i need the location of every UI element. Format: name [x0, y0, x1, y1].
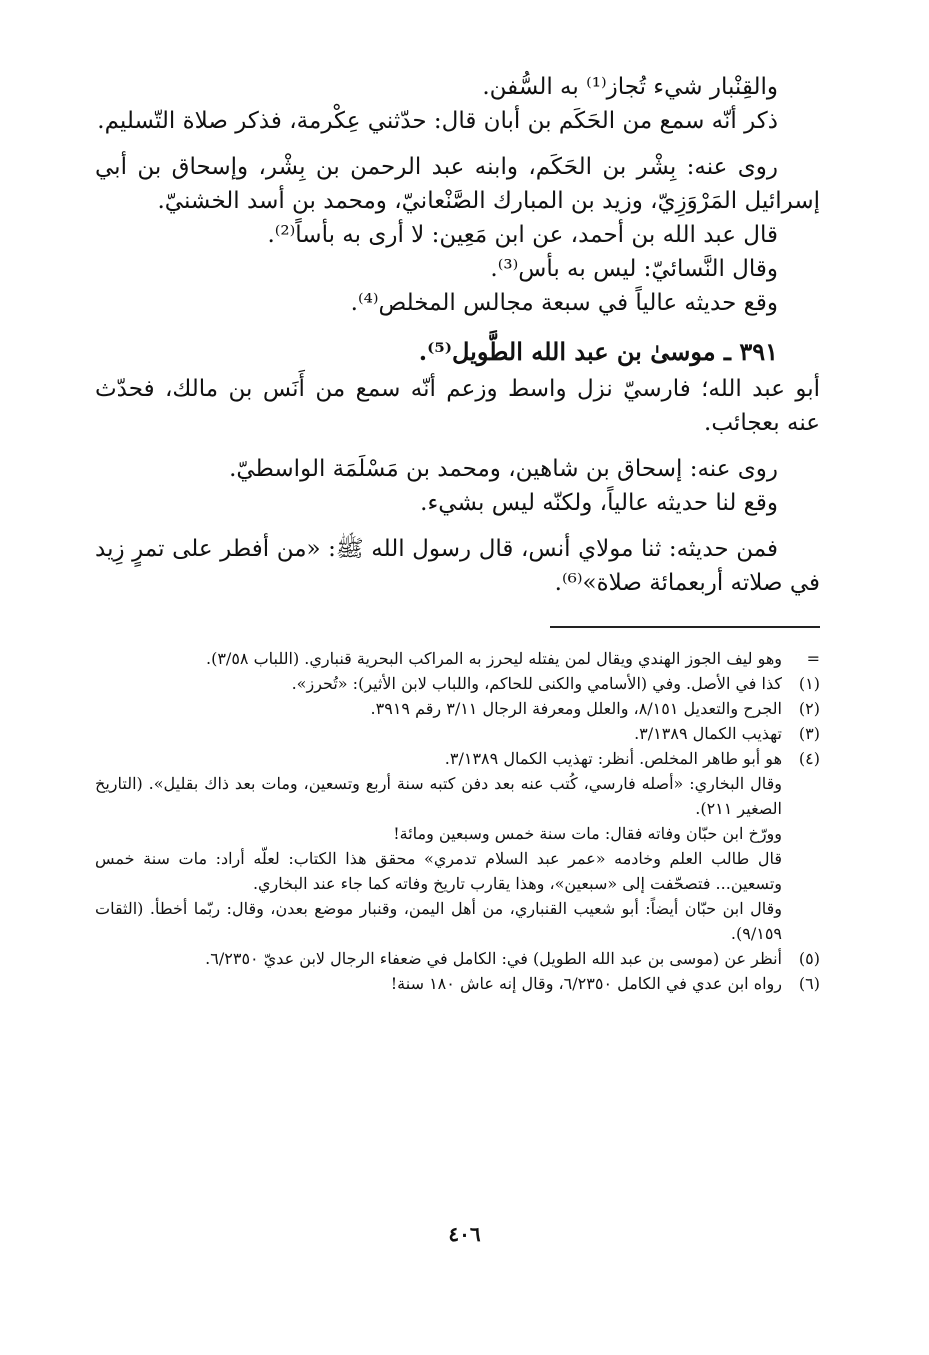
- paragraph-7: أبو عبد الله؛ فارسيّ نزل واسط وزعم أنّه سمع من أَنَس بن مالك، فحدّث عنه بعجائب.: [95, 376, 820, 436]
- footnote-number: (٣): [798, 724, 820, 743]
- footnote-4-sub-4: وقال ابن حبّان أيضاً: أبو شعيب القنباري، من أهل اليمن، وقنبار موضع بعدن، وقال: ربّما أخطأ. (الثقات ٩/١٥٩).: [95, 899, 782, 943]
- footnote-4-sub-3: قال طالب العلم وخادمه «عمر عبد السلام تدمري» محقق هذا الكتاب: لعلّه أراد: مات سنة خمس وتسعين... فتصحّفت إلى «سبعين»، وهذا يقارب تاريخ وفاته كما جاء عند البخاري.: [95, 849, 782, 893]
- footnote-number: (٥): [798, 949, 820, 968]
- footnote-5: [95, 946, 820, 971]
- paragraph-3: روى عنه: بِشْر بن الحَكَم، وابنه عبد الرحمن بن بِشْر، وإسحاق بن أبي إسرائيل المَرْوَزِيّ، وزيد بن المبارك الصَّنْعانيّ، ومحمد بن أسد الخشنيّ.: [95, 154, 820, 214]
- footnote-4: [95, 746, 820, 771]
- footnote-text: تهذيب الكمال ٣/١٣٨٩.: [634, 724, 782, 743]
- paragraph-6: وقع حديثه عالياً في سبعة مجالس المخلص⁽⁴⁾.: [350, 290, 778, 316]
- footnote-number: (٤): [798, 749, 820, 768]
- footnote-text: رواه ابن عدي في الكامل ٦/٢٣٥٠، وقال إنه عاش ١٨٠ سنة!: [390, 974, 782, 993]
- footnote-6: [95, 971, 820, 996]
- footnote-3: [95, 721, 820, 746]
- footnote-text: وهو ليف الجوز الهندي ويقال لمن يفتله ليحرز به المراكب البحرية قنباري. (اللباب ٣/٥٨).: [206, 649, 782, 668]
- footnote-4-sub-1: وقال البخاري: «أصله فارسي، كُتب عنه بعد دفن كتبه سنة أربع وتسعين، ومات بعد ذاك بقليل». (التاريخ الصغير ٢١١).: [95, 774, 782, 818]
- footnotes: [95, 646, 820, 996]
- paragraph-9: وقع لنا حديثه عالياً، ولكنّه ليس بشيء.: [420, 490, 778, 516]
- paragraph-8: روى عنه: إسحاق بن شاهين، ومحمد بن مَسْلَمَة الواسطيّ.: [229, 456, 778, 482]
- footnote-text: أنظر عن (موسى بن عبد الله الطويل) في: الكامل في ضعفاء الرجال لابن عديّ ٦/٢٣٥٠.: [205, 949, 782, 968]
- footnote-text: هو أبو طاهر المخلص. أنظر: تهذيب الكمال ٣/١٣٨٩.: [444, 749, 782, 768]
- footnote-number: (١): [798, 674, 820, 693]
- page-number: ٤٠٦: [448, 1222, 481, 1246]
- footnote-number: (٢): [798, 699, 820, 718]
- footnote-1: [95, 671, 820, 696]
- paragraph-4: قال عبد الله بن أحمد، عن ابن مَعِين: لا أرى به بأساً⁽²⁾.: [267, 222, 778, 248]
- paragraph-5: وقال النَّسائيّ: ليس به بأس⁽³⁾.: [490, 256, 778, 282]
- paragraph-1: والقِنْبار شيء تُجاز⁽¹⁾ به السُّفن.: [482, 74, 778, 100]
- footnote-text: الجرح والتعديل ٨/١٥١، والعلل ومعرفة الرجال ٣/١١ رقم ٣٩١٩.: [370, 699, 782, 718]
- paragraph-10: فمن حديثه: ثنا مولاي أنس، قال رسول الله ﷺ: «من أفطر على تمرٍ زِيد في صلاته أربعمائة صلاة»⁽⁶⁾.: [95, 536, 820, 596]
- entry-heading: ٣٩١ ـ موسىٰ بن عبد الله الطَّويل⁽⁵⁾.: [418, 337, 778, 366]
- footnote-2: [95, 696, 820, 721]
- footnote-text: كذا في الأصل. وفي (الأسامي والكنى للحاكم، واللباب لابن الأثير): «تُحرز».: [291, 674, 782, 693]
- footnote-continuation: [95, 646, 820, 671]
- main-text: [95, 70, 820, 600]
- paragraph-2: ذكر أنّه سمع من الحَكَم بن أبان قال: حدّثني عِكْرمة، فذكر صلاة التّسليم.: [97, 108, 778, 134]
- page-body: [95, 70, 820, 996]
- footnote-number: (٦): [798, 974, 820, 993]
- footnote-marker: =: [806, 649, 820, 668]
- footnote-divider: [550, 626, 820, 628]
- footnote-4-sub-2: وورّخ ابن حبّان وفاته فقال: مات سنة خمس وسبعين ومائة!: [393, 824, 782, 843]
